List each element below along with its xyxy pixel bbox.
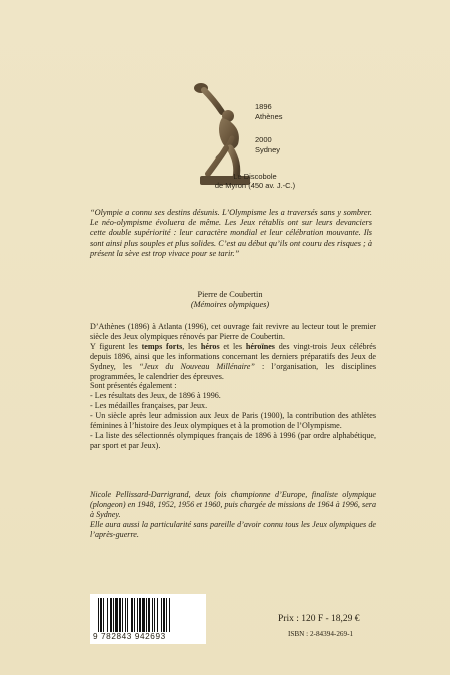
list-item: - Les résultats des Jeux, de 1896 à 1996. xyxy=(90,391,221,401)
barcode-bar xyxy=(115,598,118,632)
price-label: Prix : 120 F - 18,29 € xyxy=(278,614,360,624)
barcode-bar xyxy=(148,598,150,632)
barcode-bar xyxy=(110,598,112,632)
barcode-bar xyxy=(142,598,145,632)
barcode xyxy=(90,594,206,644)
barcode-number: 9 782843 942693 xyxy=(93,632,166,641)
statue-title-caption xyxy=(205,172,305,190)
barcode-bar xyxy=(152,598,153,632)
bio-paragraph-2: Elle aura aussi la particularité sans pareille d’avoir connu tous les Jeux olympiques de l’après-guerre. xyxy=(90,519,376,539)
barcode-bar xyxy=(163,598,165,632)
city-end: Sydney xyxy=(255,144,281,154)
year-start: 1896 xyxy=(255,102,272,111)
barcode-bars xyxy=(98,598,198,632)
quote-attribution xyxy=(155,290,305,310)
barcode-bar xyxy=(119,598,121,632)
barcode-bar xyxy=(157,598,158,632)
list-item: - Les médailles françaises, par Jeux. xyxy=(90,401,208,411)
barcode-bar xyxy=(125,598,126,632)
bio-paragraph-1: Nicole Pellissard-Darrigrand, deux fois championne d’Europe, finaliste olympique (plongeon) en 1948, 1952, 1956 et 1960, puis chargée de missions de 1964 à 1996, sera à Sydney. xyxy=(90,490,376,519)
isbn-label: ISBN : 2-84394-269-1 xyxy=(288,630,354,638)
highlight-temps-forts: temps forts xyxy=(141,341,183,351)
barcode-bar xyxy=(137,598,138,632)
barcode-bar xyxy=(100,598,102,632)
year-end: 2000 xyxy=(255,135,272,144)
description-paragraph-3: Sont présentés également : xyxy=(90,381,177,391)
description-paragraph-1: D’Athènes (1896) à Atlanta (1996), cet ouvrage fait revivre au lecteur tout le premier siècle des Jeux olympiques rénovés par Pierre de Coubertin. xyxy=(90,322,376,341)
statue-subtitle: de Myron (450 av. J.-C.) xyxy=(214,181,296,190)
barcode-bar xyxy=(169,598,170,632)
city-start: Athènes xyxy=(255,111,283,121)
barcode-bar xyxy=(98,598,99,632)
millennium-games-title: “Jeux du Nouveau Millénaire” xyxy=(138,361,255,371)
barcode-bar xyxy=(166,598,167,632)
barcode-bar xyxy=(134,598,135,632)
quote-author: Pierre de Coubertin xyxy=(197,290,263,299)
list-item: - La liste des sélectionnés olympiques français de 1896 à 1996 (par ordre alphabétique, par sport et par Jeux). xyxy=(90,430,376,450)
barcode-bar xyxy=(122,598,123,632)
list-item: - Un siècle après leur admission aux Jeux de Paris (1900), la contribution des athlètes féminines à l’histoire des Jeux olympiques et à la promotion de l’Olympisme. xyxy=(90,411,376,431)
barcode-bar xyxy=(127,598,128,632)
author-bio xyxy=(90,490,376,540)
quote-source: (Mémoires olympiques) xyxy=(190,300,270,309)
barcode-bar xyxy=(107,598,108,632)
statue-title: Le Discobole xyxy=(233,172,277,181)
barcode-bar xyxy=(154,598,155,632)
statue-years-caption xyxy=(255,102,283,154)
barcode-bar xyxy=(103,598,104,632)
highlight-heros: héros xyxy=(200,341,220,351)
highlight-heroines: héroïnes xyxy=(245,341,275,351)
barcode-bar xyxy=(161,598,162,632)
barcode-bar xyxy=(131,598,133,632)
barcode-bar xyxy=(146,598,147,632)
barcode-bar xyxy=(139,598,141,632)
book-description xyxy=(90,322,376,451)
barcode-bar xyxy=(113,598,114,632)
description-paragraph-2: Y figurent les temps forts, les héros et les héroïnes des vingt-trois Jeux célébrés depuis 1896, ainsi que les informations concernant les derniers préparatifs des Jeux de Sydney, les “Jeux du Nouveau Millénaire” : l’organisation, les disciplines programmées, le calendrier des épreuves. xyxy=(90,341,377,381)
coubertin-quote: “Olympie a connu ses destins désunis. L’Olympisme les a traversés sans y sombrer. Le néo-olympisme évoluera de même. Les Jeux rétablis ont sur leurs devanciers cette double supériorité : leur caractère mondial et leur célébration mouvante. Ils sont ainsi plus souples et plus solides. C’est au début qu’ils ont couru des risques ; à présent la sève est trop vivace pour se tarir.” xyxy=(90,208,372,258)
